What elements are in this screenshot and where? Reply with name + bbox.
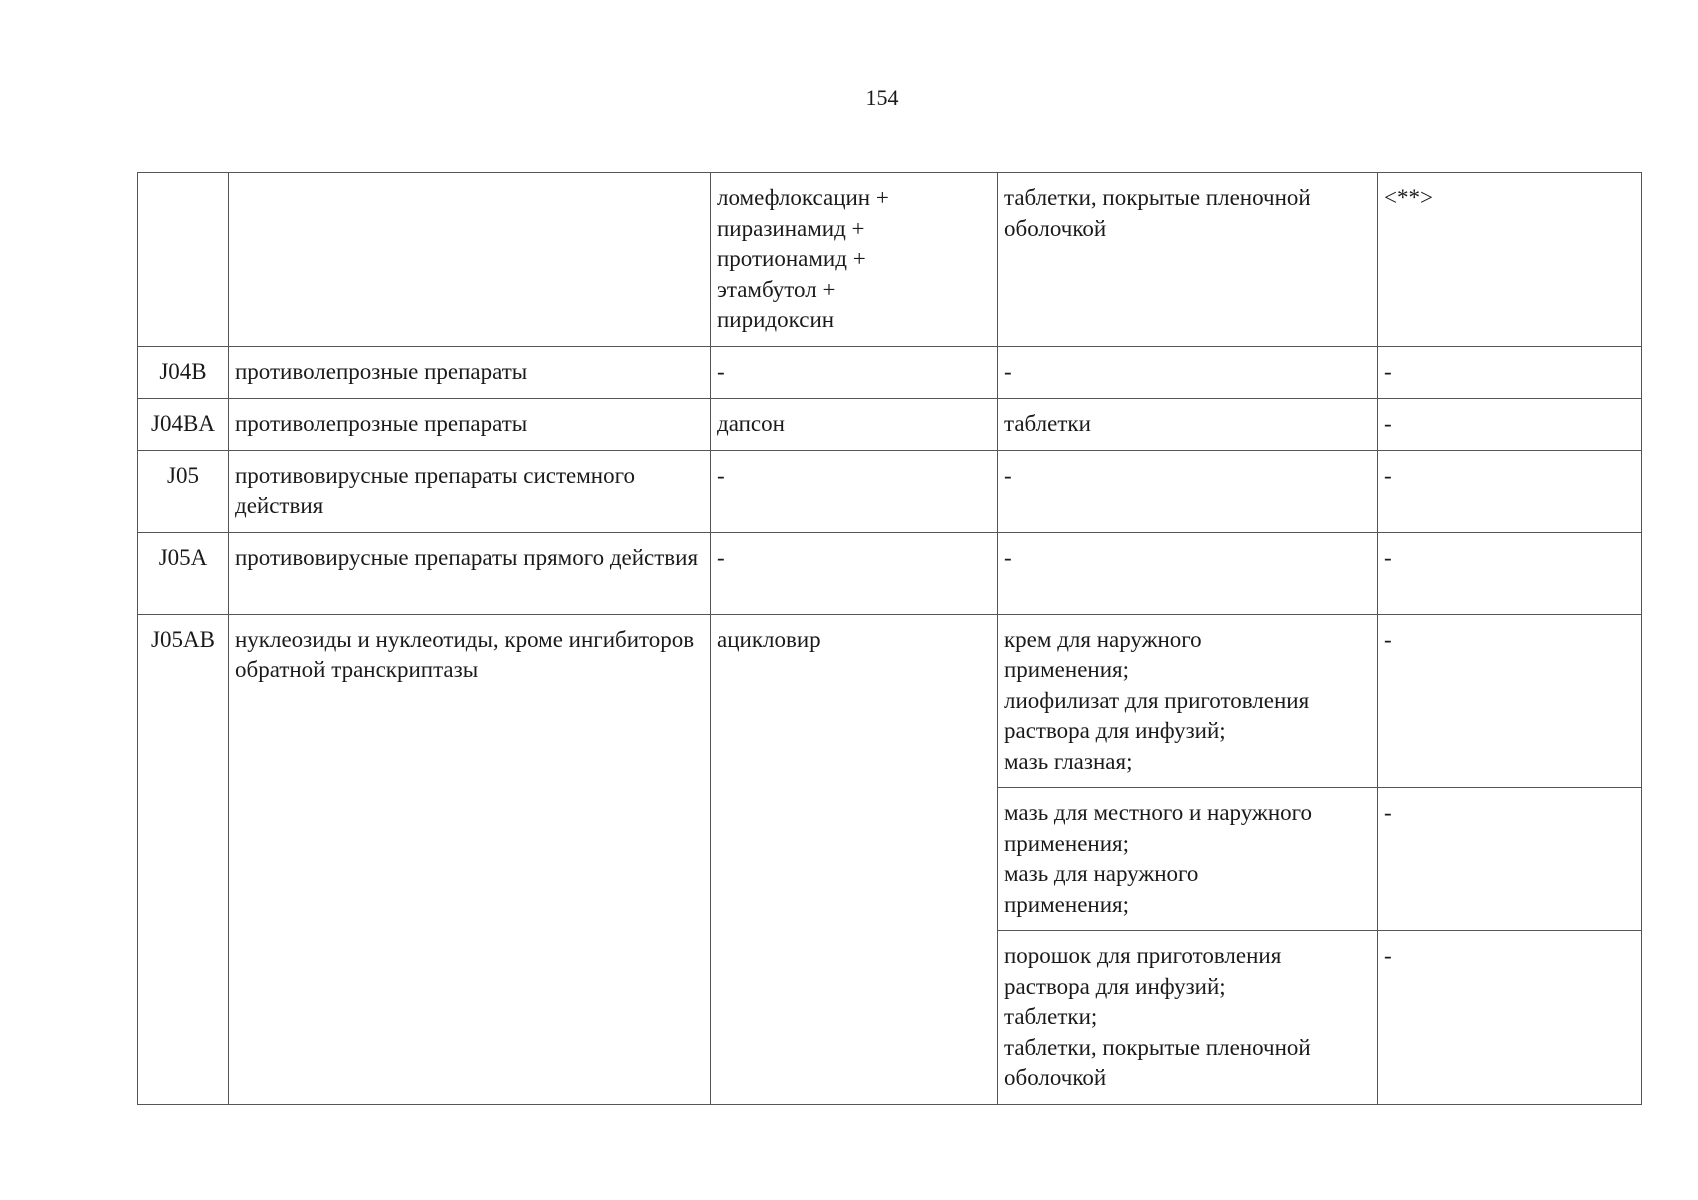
dosage-form-cell [998, 931, 1378, 1105]
dosage-form-line: оболочкой [1004, 215, 1107, 241]
drug-name-cell: - [711, 450, 998, 532]
drug-name-line: пиразинамид + [717, 215, 865, 241]
note-cell: - [1378, 398, 1642, 450]
dosage-form-line: мазь для местного и наружного [1004, 800, 1312, 825]
dosage-form-line: раствора для инфузий; [1004, 973, 1226, 999]
note-cell: - [1378, 788, 1642, 931]
dosage-form-line: порошок для приготовления [1004, 943, 1282, 968]
drug-name-line: ломефлоксацин + [717, 185, 889, 210]
table-row [138, 450, 1642, 532]
drug-name-cell: - [711, 346, 998, 398]
drug-list-table [137, 172, 1642, 1105]
dosage-form-line: мазь глазная; [1004, 748, 1133, 774]
dosage-form-cell: - [998, 346, 1378, 398]
dosage-form-cell [998, 614, 1378, 788]
atc-code-cell [138, 173, 229, 347]
dosage-form-line: раствора для инфузий; [1004, 718, 1226, 743]
note-cell: - [1378, 931, 1642, 1105]
drug-name-cell: - [711, 532, 998, 614]
dosage-form-cell: - [998, 532, 1378, 614]
note-cell: - [1378, 532, 1642, 614]
dosage-form-line: крем для наружного [1004, 626, 1202, 652]
atc-code-cell: J05 [138, 450, 229, 532]
table-row [138, 398, 1642, 450]
group-name-cell: противовирусные препараты прямого действия [229, 532, 711, 614]
note-cell: - [1378, 450, 1642, 532]
atc-code-cell: J05A [138, 532, 229, 614]
group-name-cell: противолепрозные препараты [229, 398, 711, 450]
dosage-form-line: таблетки, покрытые пленочной [1004, 185, 1311, 210]
drug-name-cell [711, 173, 998, 347]
dosage-form-cell: - [998, 450, 1378, 532]
group-name-cell: противолепрозные препараты [229, 346, 711, 398]
dosage-form-cell: таблетки [998, 398, 1378, 450]
drug-name-cell: дапсон [711, 398, 998, 450]
dosage-form-cell [998, 788, 1378, 931]
dosage-form-line: таблетки; [1004, 1004, 1098, 1029]
dosage-form-line: мазь для наружного [1004, 861, 1199, 886]
dosage-form-line: лиофилизат для приготовления [1004, 687, 1310, 713]
group-name-cell [229, 173, 711, 347]
drug-name-line: этамбутол + [717, 276, 836, 302]
atc-code-cell: J04BA [138, 398, 229, 450]
table-row [138, 346, 1642, 398]
atc-code-cell: J04B [138, 346, 229, 398]
dosage-form-line: применения; [1004, 891, 1129, 917]
group-name-cell: противовирусные препараты системного действия [229, 450, 711, 532]
dosage-form-cell [998, 173, 1378, 347]
atc-code-cell: J05AB [138, 614, 229, 1104]
table-row [138, 532, 1642, 614]
drug-name-cell: ацикловир [711, 614, 998, 1104]
drug-name-line: пиридоксин [717, 307, 835, 332]
dosage-form-line: оболочкой [1004, 1065, 1107, 1090]
note-cell: <**> [1378, 173, 1642, 347]
table-row [138, 614, 1642, 788]
table-row [138, 173, 1642, 347]
dosage-form-line: применения; [1004, 657, 1129, 682]
note-cell: - [1378, 346, 1642, 398]
note-cell: - [1378, 614, 1642, 788]
dosage-form-line: таблетки, покрытые пленочной [1004, 1034, 1311, 1060]
drug-name-line: протионамид + [717, 246, 866, 271]
dosage-form-line: применения; [1004, 830, 1129, 856]
group-name-cell: нуклеозиды и нуклеотиды, кроме ингибиторов обратной транскриптазы [229, 614, 711, 1104]
page-number: 154 [865, 85, 899, 110]
